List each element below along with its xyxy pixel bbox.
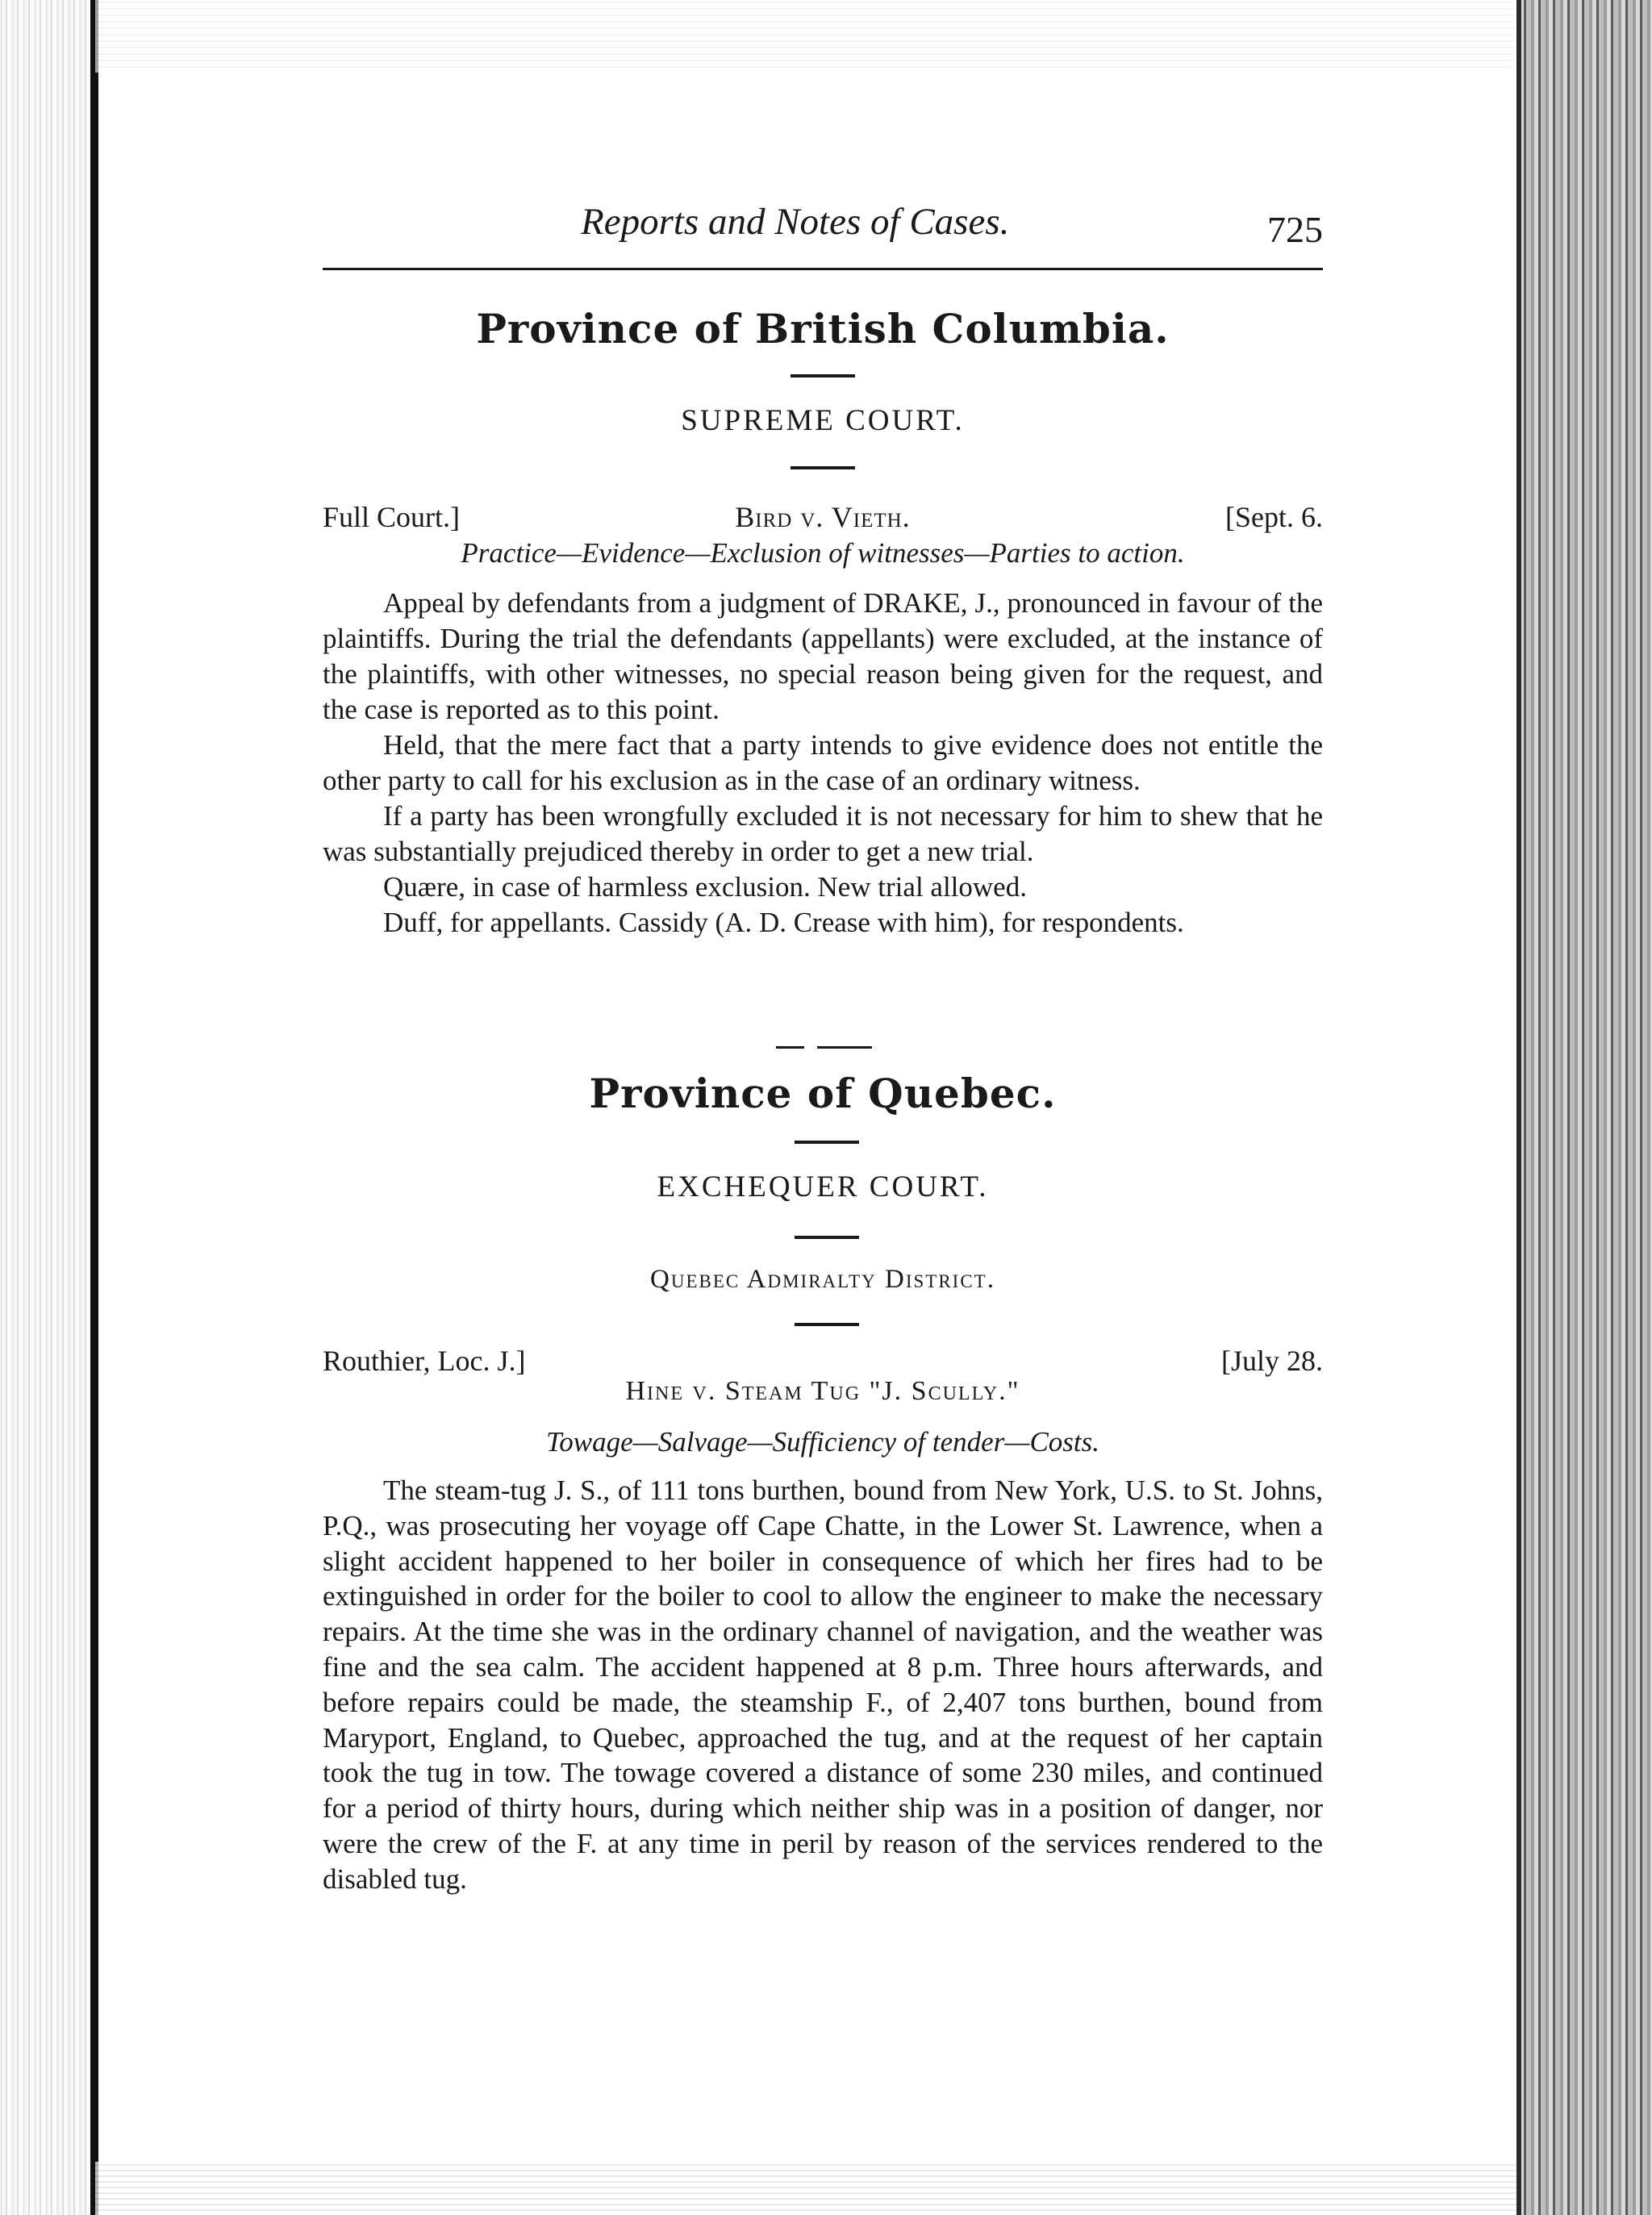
running-title: Reports and Notes of Cases. bbox=[581, 201, 1010, 243]
divider bbox=[817, 1046, 872, 1049]
running-head bbox=[323, 200, 1323, 265]
case-header-bc bbox=[323, 500, 1323, 537]
scan-page-stack-right bbox=[1516, 0, 1652, 2215]
divider bbox=[776, 1046, 804, 1049]
paragraph: Duff, for appellants. Cassidy (A. D. Crease with him), for respondents. bbox=[383, 907, 1184, 938]
paragraph: The steam-tug J. S., of 111 tons burthen, bound from New York, U.S. to St. Johns, P.Q., was prosecuting her voyage off Cape Chatte, in the Lower St. Lawrence, when a slight accident happened to her boiler in consequence of which her fires had to be extinguished in order for the boiler to cool to allow the engineer to make the necessary repairs. At the time she was in the ordinary channel of navigation, and the weather was fine and the sea calm. The accident happened at 8 p.m. Three hours afterwards, and before repairs could be made, the steamship F., of 2,407 tons burthen, bound from Maryport, England, to Quebec, approached the tug, and at the request of her captain took the tug in tow. The towage covered a distance of some 230 miles, and continued for a period of thirty hours, during which neither ship was in a position of danger, nor were the crew of the F. at any time in peril by reason of the services rendered to the disabled tug. bbox=[323, 1475, 1323, 1895]
divider bbox=[795, 1141, 859, 1144]
case-date: [July 28. bbox=[1221, 1345, 1323, 1377]
paragraph: Held, that the mere fact that a party intends to give evidence does not entitle the other party to call for his exclusion as in the case of an ordinary witness. bbox=[323, 729, 1323, 796]
case-body-quebec bbox=[323, 1473, 1323, 1897]
case-subject-bc: Practice—Evidence—Exclusion of witnesses—Parties to action. bbox=[461, 537, 1185, 569]
page-number: 725 bbox=[1267, 209, 1323, 250]
divider bbox=[795, 1236, 859, 1239]
province-heading-bc: Province of British Columbia. bbox=[476, 305, 1170, 352]
scan-binding-shadow bbox=[0, 0, 95, 2215]
court-name-quebec: EXCHEQUER COURT. bbox=[657, 1170, 989, 1203]
paragraph: If a party has been wrongfully excluded it is not necessary for him to shew that he was substantially prejudiced thereby in order to get a new trial. bbox=[323, 800, 1323, 867]
case-title: Bird v. Vieth. bbox=[735, 501, 911, 533]
header-rule bbox=[323, 268, 1323, 270]
district-name: Quebec Admiralty District. bbox=[650, 1265, 995, 1294]
case-date: [Sept. 6. bbox=[1225, 501, 1323, 533]
divider bbox=[791, 374, 855, 378]
case-court: Routhier, Loc. J.] bbox=[323, 1345, 526, 1377]
case-court: Full Court.] bbox=[323, 501, 461, 533]
page-edge-right bbox=[1516, 0, 1521, 2215]
court-name-bc: SUPREME COURT. bbox=[681, 404, 965, 437]
province-heading-quebec: Province of Quebec. bbox=[589, 1070, 1057, 1117]
scan-noise-top bbox=[95, 0, 1515, 73]
paragraph: Appeal by defendants from a judgment of DRAKE, J., pronounced in favour of the plaintiffs. During the trial the defendants (appellants) were excluded, at the instance of the plaintiffs, with other witnesses, no special reason being given for the request, and the case is reported as to this point. bbox=[323, 587, 1323, 725]
scan-noise-bottom bbox=[95, 2162, 1516, 2215]
paragraph: Quære, in case of harmless exclusion. New trial allowed. bbox=[383, 871, 1027, 903]
divider bbox=[791, 466, 855, 469]
case-title-quebec: Hine v. Steam Tug "J. Scully." bbox=[625, 1376, 1020, 1406]
divider bbox=[795, 1323, 859, 1326]
page-edge-left bbox=[90, 0, 98, 2215]
case-subject-quebec: Towage—Salvage—Sufficiency of tender—Costs. bbox=[545, 1426, 1100, 1458]
case-body-bc bbox=[323, 586, 1323, 941]
